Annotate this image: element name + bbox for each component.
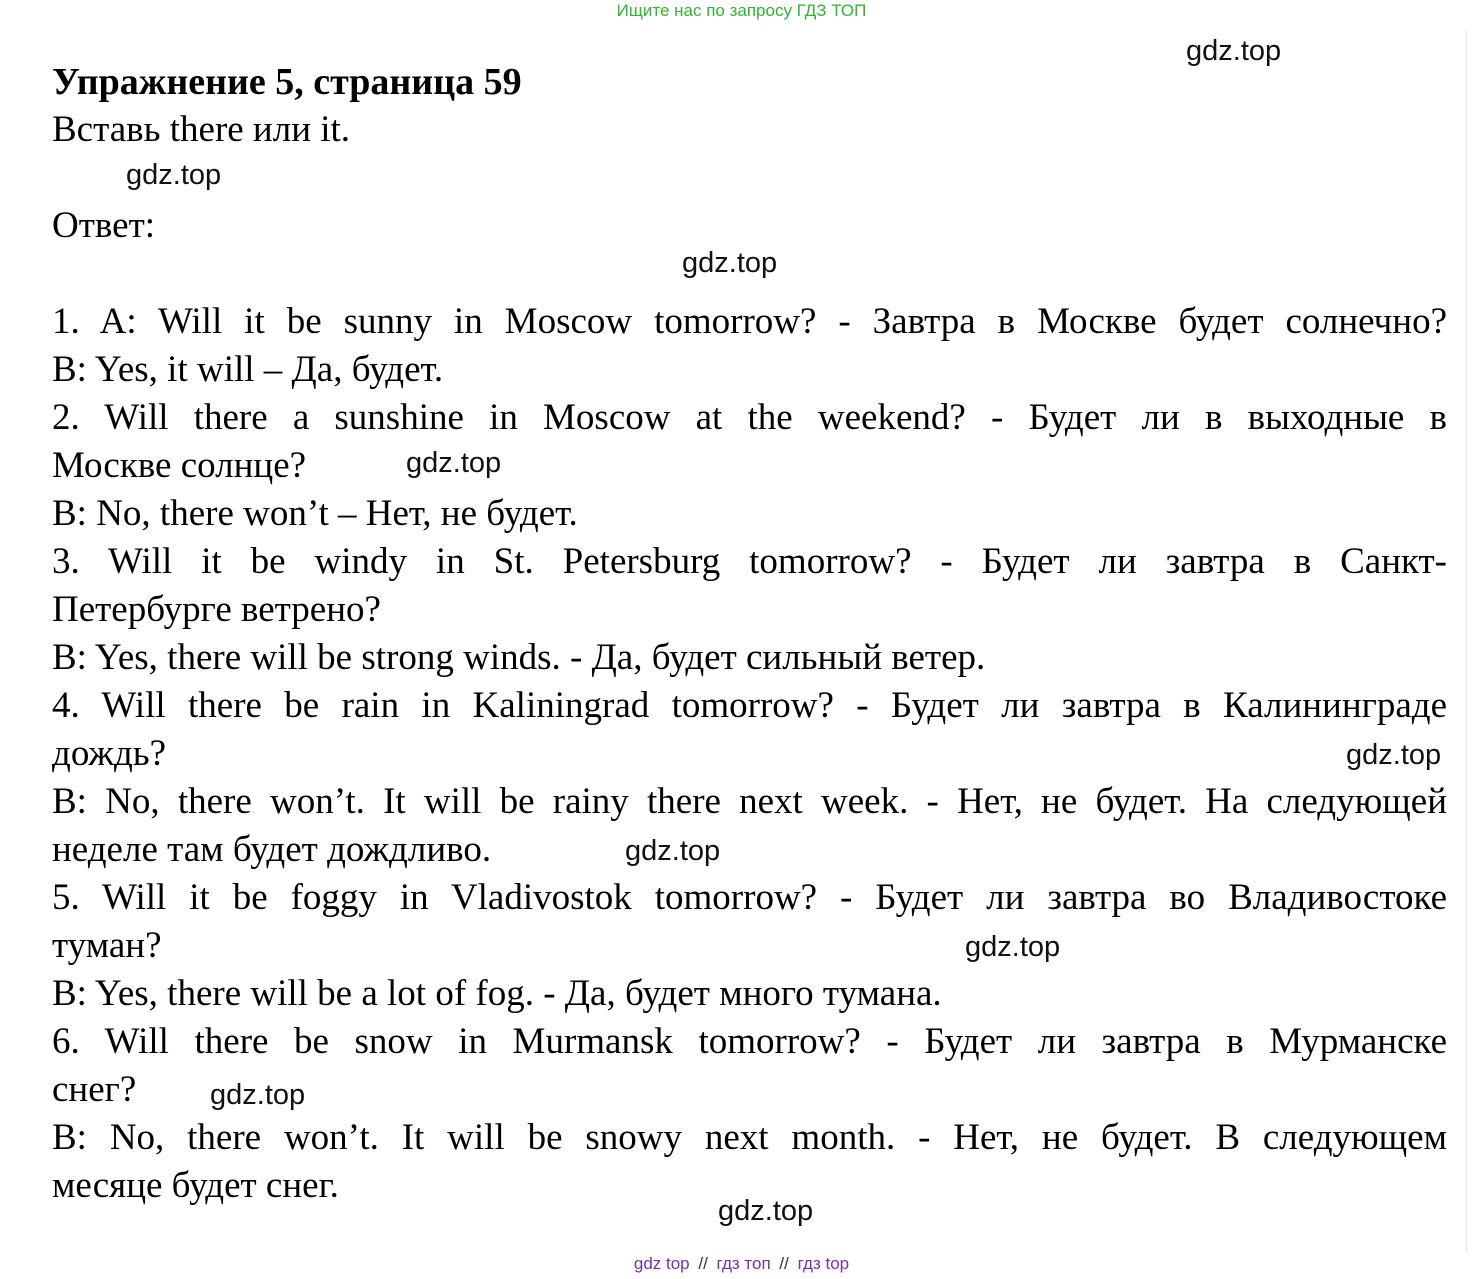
answer-line-1: 1. A: Will it be sunny in Moscow tomorrow? - Завтра в Москве будет солнечно? bbox=[52, 301, 1447, 342]
watermark: gdz.top bbox=[682, 247, 778, 279]
watermark: gdz.top bbox=[718, 1195, 814, 1227]
answer-line-6: 3. Will it be windy in St. Petersburg tomorrow? - Будет ли завтра в Санкт- bbox=[52, 541, 1447, 582]
answer-line-17: снег? bbox=[52, 1069, 137, 1110]
watermark: gdz.top bbox=[210, 1079, 306, 1111]
answer-line-15: B: Yes, there will be a lot of fog. - Да, будет много тумана. bbox=[52, 973, 942, 1014]
answer-line-16: 6. Will there be snow in Murmansk tomorrow? - Будет ли завтра в Мурманске bbox=[52, 1021, 1447, 1062]
answer-line-13: 5. Will it be foggy in Vladivostok tomorrow? - Будет ли завтра во Владивостоке bbox=[52, 877, 1447, 918]
top-banner[interactable]: Ищите нас по запросу ГДЗ ТОП bbox=[616, 1, 867, 20]
answer-line-18: B: No, there won’t. It will be snowy next month. - Нет, не будет. В следующем bbox=[52, 1117, 1447, 1158]
answer-line-12: неделе там будет дождливо. bbox=[52, 829, 492, 870]
watermark: gdz.top bbox=[965, 931, 1061, 963]
answer-line-4: Москве солнце? bbox=[52, 445, 307, 486]
answer-line-19: месяце будет снег. bbox=[52, 1165, 339, 1206]
answer-label: Ответ: bbox=[52, 205, 156, 246]
answer-line-5: B: No, there won’t – Нет, не будет. bbox=[52, 493, 578, 534]
watermark: gdz.top bbox=[406, 447, 502, 479]
footer-link-gdz-top-ru[interactable]: гдз топ bbox=[716, 1254, 771, 1273]
footer-separator: // bbox=[698, 1254, 708, 1273]
footer-link-gdz-top[interactable]: gdz top bbox=[633, 1254, 690, 1273]
answer-line-2: B: Yes, it will – Да, будет. bbox=[52, 349, 444, 390]
answer-line-11: B: No, there won’t. It will be rainy there next week. - Нет, не будет. На следующей bbox=[52, 781, 1447, 822]
task-text: Вставь there или it. bbox=[52, 109, 351, 150]
watermark: gdz.top bbox=[1346, 739, 1442, 771]
answer-line-10: дождь? bbox=[52, 733, 167, 774]
footer-link-gdz-top-mixed[interactable]: гдз top bbox=[797, 1254, 850, 1273]
watermark: gdz.top bbox=[1186, 35, 1282, 67]
watermark: gdz.top bbox=[126, 159, 222, 191]
footer-separator: // bbox=[779, 1254, 789, 1273]
watermark: gdz.top bbox=[625, 835, 721, 867]
answer-line-8: B: Yes, there will be strong winds. - Да, будет сильный ветер. bbox=[52, 637, 986, 678]
answer-line-7: Петербурге ветрено? bbox=[52, 589, 381, 630]
exercise-heading: Упражнение 5, страница 59 bbox=[52, 61, 522, 103]
footer-links bbox=[0, 1254, 1483, 1274]
answer-line-14: туман? bbox=[52, 925, 162, 966]
answer-line-3: 2. Will there a sunshine in Moscow at the weekend? - Будет ли в выходные в bbox=[52, 397, 1447, 438]
answer-line-9: 4. Will there be rain in Kaliningrad tomorrow? - Будет ли завтра в Калининграде bbox=[52, 685, 1447, 726]
page-edge-divider bbox=[1466, 30, 1477, 1252]
